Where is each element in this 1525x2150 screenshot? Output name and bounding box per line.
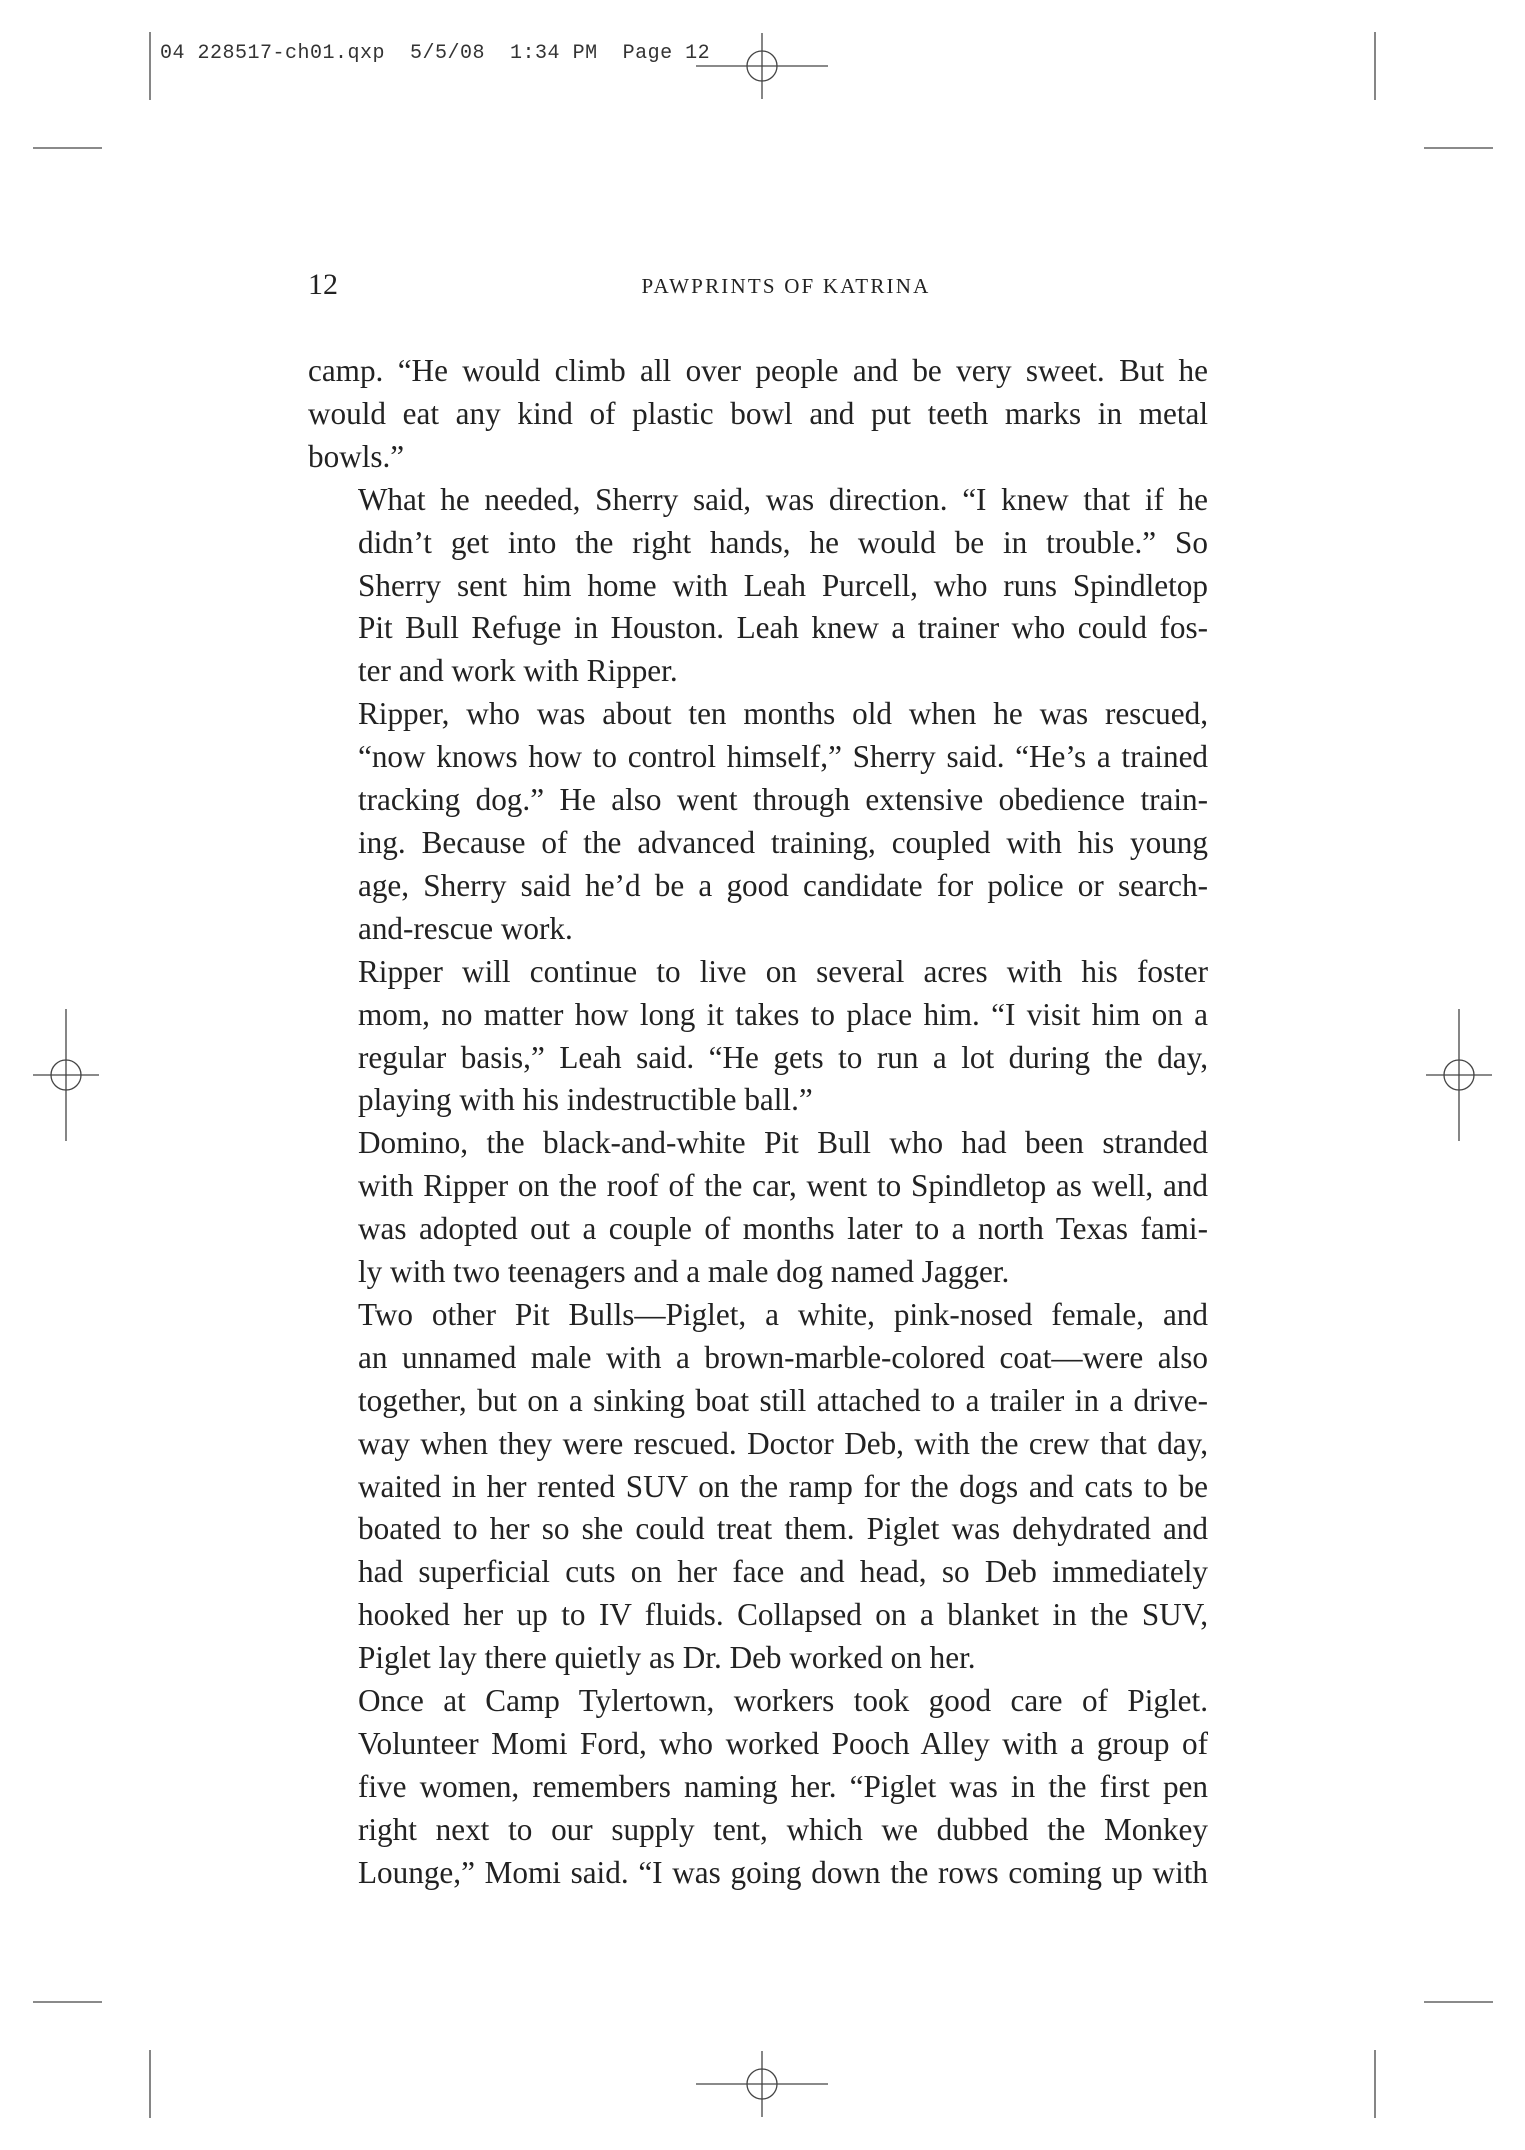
book-title: PAWPRINTS OF KATRINA [641, 274, 931, 298]
paragraph [308, 350, 1208, 479]
page-number: 12 [308, 268, 338, 301]
text-line: would eat any kind of plastic bowl and put teeth marks in metal [308, 395, 1208, 431]
paragraph [308, 1680, 1208, 1895]
paragraph [308, 951, 1208, 1123]
text-line: way when they were rescued. Doctor Deb, with the crew that day, [358, 1425, 1208, 1461]
text-line: age, Sherry said he’d be a good candidate for police or search- [358, 867, 1208, 903]
text-line: bowls.” [308, 438, 405, 474]
text-line: What he needed, Sherry said, was direction. “I knew that if he [358, 481, 1208, 517]
text-line: mom, no matter how long it takes to place him. “I visit him on a [358, 996, 1208, 1032]
text-line: was adopted out a couple of months later to a north Texas fami- [358, 1211, 1208, 1247]
text-line: five women, remembers naming her. “Piglet was in the first pen [358, 1768, 1208, 1804]
text-line: with Ripper on the roof of the car, went to Spindletop as well, and [358, 1168, 1208, 1204]
paragraph [308, 1122, 1208, 1294]
text-line: Piglet lay there quietly as Dr. Deb worked on her. [358, 1640, 976, 1676]
text-line: boated to her so she could treat them. Piglet was dehydrated and [358, 1511, 1208, 1547]
text-line: Lounge,” Momi said. “I was going down the rows coming up with [358, 1854, 1208, 1890]
text-line: didn’t get into the right hands, he would be in trouble.” So [358, 524, 1208, 560]
text-line: together, but on a sinking boat still attached to a trailer in a drive- [358, 1382, 1208, 1418]
text-line: “now knows how to control himself,” Sherry said. “He’s a trained [358, 739, 1208, 775]
text-line: regular basis,” Leah said. “He gets to run a lot during the day, [358, 1039, 1208, 1075]
text-line: ter and work with Ripper. [358, 653, 678, 689]
text-line: tracking dog.” He also went through extensive obedience train- [358, 782, 1208, 818]
text-line: right next to our supply tent, which we dubbed the Monkey [358, 1811, 1208, 1847]
text-line: and-rescue work. [358, 910, 573, 946]
text-line: Sherry sent him home with Leah Purcell, who runs Spindletop [358, 567, 1208, 603]
text-line: Pit Bull Refuge in Houston. Leah knew a trainer who could fos- [358, 610, 1208, 646]
registration-mark-top [696, 33, 828, 99]
paragraph [308, 479, 1208, 694]
text-line: had superficial cuts on her face and head, so Deb immediately [358, 1554, 1208, 1590]
text-line: camp. “He would climb all over people and be very sweet. But he [308, 353, 1208, 388]
text-line: Volunteer Momi Ford, who worked Pooch Alley with a group of [358, 1726, 1208, 1761]
body-text [308, 350, 1208, 1895]
running-head [308, 268, 1208, 304]
registration-mark-left [33, 1009, 99, 1141]
text-line: ly with two teenagers and a male dog named Jagger. [358, 1254, 1010, 1290]
registration-mark-right [1426, 1009, 1492, 1141]
text-line: Two other Pit Bulls—Piglet, a white, pink-nosed female, and [358, 1296, 1208, 1332]
paragraph [308, 1294, 1208, 1680]
text-line: ing. Because of the advanced training, coupled with his young [358, 824, 1208, 860]
text-line: an unnamed male with a brown-marble-colored coat—were also [358, 1339, 1208, 1375]
text-line: playing with his indestructible ball.” [358, 1082, 813, 1118]
text-line: Once at Camp Tylertown, workers took good care of Piglet. [358, 1683, 1208, 1719]
text-line: Ripper, who was about ten months old when he was rescued, [358, 696, 1208, 732]
slug-line: 04 228517-ch01.qxp 5/5/08 1:34 PM Page 12 [160, 42, 711, 65]
paragraph [308, 693, 1208, 950]
registration-mark-bottom [696, 2051, 828, 2117]
text-line: Domino, the black-and-white Pit Bull who had been stranded [358, 1125, 1208, 1161]
text-line: waited in her rented SUV on the ramp for the dogs and cats to be [358, 1468, 1208, 1504]
text-line: Ripper will continue to live on several acres with his foster [358, 953, 1208, 989]
text-line: hooked her up to IV fluids. Collapsed on a blanket in the SUV, [358, 1597, 1208, 1633]
